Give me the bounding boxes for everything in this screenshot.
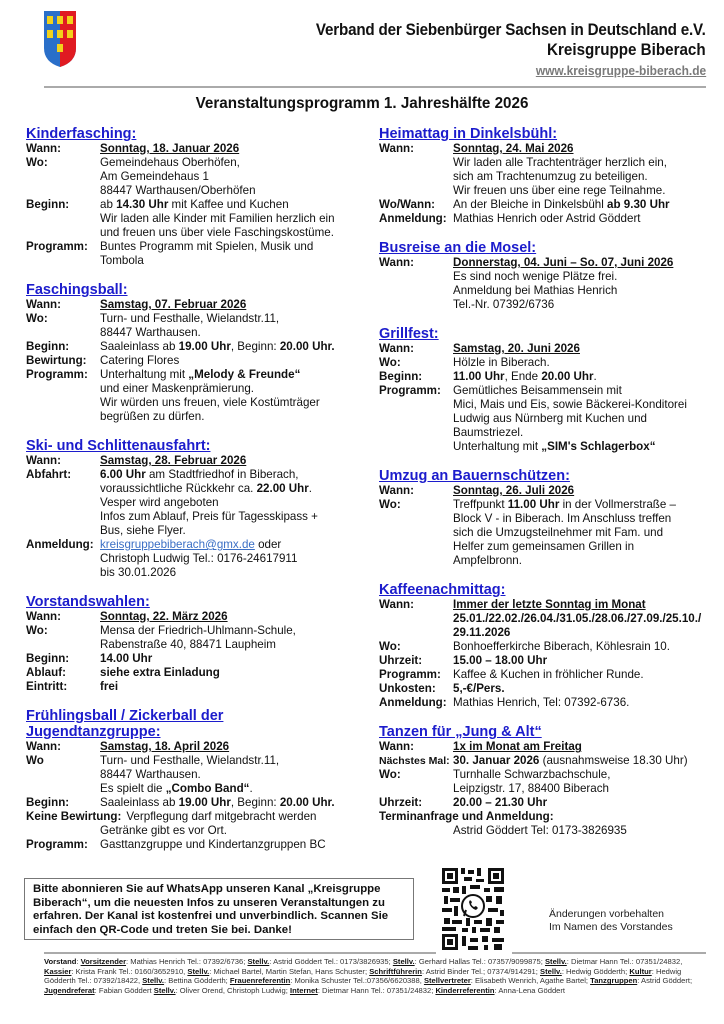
location-line: Rabenstraße 40, 88471 Laupheim (100, 638, 276, 651)
description: sich die Umzugsteilnehmer mit Fam. und (453, 526, 664, 539)
event-date: Immer der letzte Sonntag im Monat (453, 598, 646, 611)
field-label: Wann: (379, 342, 414, 355)
field-label: Eintritt: (26, 680, 68, 693)
description: Wir laden alle Trachtenträger herzlich ein, (453, 156, 667, 169)
end-time: 20.00 Uhr (541, 370, 594, 383)
event-date: Sonntag, 22. März 2026 (100, 610, 228, 623)
footer-role: Schriftführerin (369, 966, 422, 976)
field-label: Wo: (26, 156, 48, 169)
footer-text: : Mathias Henrich Tel.: 07392/6736; (126, 957, 248, 966)
start-time: 14.00 Uhr (100, 652, 153, 665)
description: sich am Trachtenumzug zu beteiligen. (453, 170, 648, 183)
start-time: ab 9.30 Uhr (607, 198, 670, 211)
description: Anmeldung bei Mathias Henrich (453, 284, 618, 297)
field-label: Anmeldung: (379, 212, 447, 225)
text: , Beginn: (230, 796, 280, 809)
footer-role: Stellv. (544, 957, 567, 966)
text: Es spielt die (100, 782, 166, 795)
footer-role: Stellv. (247, 957, 270, 966)
whatsapp-channel-notice: Bitte abonnieren Sie auf WhatsApp unseren Kanal „Kreisgruppe Biberach“, um die neuesten Infos zu unseren Veranstaltungen zu erfahren. Der Kanal ist kostenfrei und unverbindlich. Scannen Sie einfach den QR-Code und treten Sie bei. Danke! (24, 878, 414, 940)
event-vorstandswahlen (26, 594, 366, 694)
footer-label: Vorstand (44, 957, 77, 966)
field-label: Wo: (26, 312, 48, 325)
field-label: Beginn: (26, 796, 70, 809)
field-label: Beginn: (26, 652, 70, 665)
field-label: Wann: (379, 256, 414, 269)
footer-text: : Dietmar Hann Tel.: 07351/24832, (566, 957, 683, 966)
description: Helfer zum gemeinsamen Grillen in (453, 540, 635, 553)
footer-text: : Bettina Gödderth; (164, 976, 230, 986)
on-behalf-of-board: Im Namen des Vorstandes (549, 921, 673, 933)
description: Wir laden alle Kinder mit Familien herzlich ein (100, 212, 335, 225)
footer-role: Kultur (629, 966, 652, 976)
event-title: Tanzen für „Jung & Alt“ (379, 724, 542, 740)
program-title: Veranstaltungsprogramm 1. Jahreshälfte 2026 (195, 95, 529, 112)
closing-remarks (549, 908, 673, 934)
program: begrüßen zu dürfen. (100, 410, 205, 423)
event-date: Sonntag, 18. Januar 2026 (100, 142, 240, 155)
location: Mensa der Friedrich-Uhlmann-Schule, (100, 624, 296, 637)
event-date: Samstag, 07. Februar 2026 (100, 298, 247, 311)
field-label: Wann: (379, 598, 414, 611)
field-label: Programm: (379, 668, 441, 681)
admission: frei (100, 680, 119, 693)
footer-divider (44, 952, 436, 954)
program: Gemütliches Beisammensein mit (453, 384, 622, 397)
dates-list: 29.11.2026 (453, 626, 511, 639)
field-label: Wann: (26, 454, 61, 467)
admission-time: 19.00 Uhr (178, 340, 231, 353)
program: Gasttanzgruppe und Kindertanzgruppen BC (100, 838, 326, 851)
contact: Mathias Henrich, Tel: 07392-6736. (453, 696, 630, 709)
start-time: 20.00 Uhr. (279, 796, 335, 809)
organization-name: Verband der Siebenbürger Sachsen in Deutschland e.V. (316, 21, 706, 39)
event-date: Donnerstag, 04. Juni – So. 07, Juni 2026 (453, 256, 674, 269)
event-title: Kinderfasching: (26, 126, 137, 142)
field-label: Beginn: (379, 370, 423, 383)
field-label: Wann: (379, 484, 414, 497)
event-title: Vorstandswahlen: (26, 594, 150, 610)
text: . (249, 782, 253, 795)
time-range: 15.00 – 18.00 Uhr (453, 654, 548, 667)
event-tanzen (379, 724, 719, 838)
departure-time: 6.00 Uhr (100, 468, 146, 481)
location-line: 88447 Warthausen/Oberhöfen (100, 184, 256, 197)
event-kaffeenachmittag (379, 582, 719, 710)
event-title: Frühlingsball / Zickerball der (26, 708, 224, 724)
field-label: Wann: (379, 142, 414, 155)
band-name: „Melody & Freunde“ (188, 368, 301, 381)
field-label: Wo: (379, 768, 401, 781)
location: Turn- und Festhalle, Wielandstr.11, (100, 754, 280, 767)
start-time: 11.00 Uhr (453, 370, 505, 383)
event-title: Busreise an die Mosel: (379, 240, 537, 256)
field-label: Unkosten: (379, 682, 436, 695)
description: Bus, siehe Flyer. (100, 524, 186, 537)
description: Block V - in Biberach. Im Anschluss treffen (453, 512, 672, 525)
text: oder (254, 538, 282, 551)
location-line: Leipzigstr. 17, 88400 Biberach (453, 782, 609, 795)
footer-role: Vorsitzender (80, 957, 127, 966)
field-label: Uhrzeit: (379, 796, 423, 809)
event-title: Kaffeenachmittag: (379, 582, 506, 598)
event-title: Faschingsball: (26, 282, 128, 298)
event-date: Samstag, 28. Februar 2026 (100, 454, 247, 467)
changes-reserved: Änderungen vorbehalten (549, 908, 665, 920)
header-divider (44, 86, 706, 88)
field-label: Programm: (26, 368, 88, 381)
field-label: Anmeldung: (26, 538, 94, 551)
agenda: siehe extra Einladung (100, 666, 220, 679)
description: Es sind noch wenige Plätze frei. (453, 270, 618, 283)
footer-text: : Monika Schuster Tel.:07356/6620388, (290, 976, 424, 986)
field-label: Wo (26, 754, 44, 767)
event-title: Umzug an Bauernschützen: (379, 468, 570, 484)
event-title: Heimattag in Dinkelsbühl: (379, 126, 558, 142)
deadline: bis 30.01.2026 (100, 566, 177, 579)
field-label: Terminanfrage und Anmeldung: (379, 810, 554, 823)
footer-text: : Michael Bartel, Martin Stefan, Hans Schuster; (209, 966, 370, 976)
admission-time: 19.00 Uhr (178, 796, 231, 809)
coat-of-arms-logo (43, 10, 77, 68)
event-date: Samstag, 18. April 2026 (100, 740, 230, 753)
location: Bonhoefferkirche Biberach, Köhlesrain 10. (453, 640, 670, 653)
text: , Ende (504, 370, 542, 383)
event-busreise (379, 240, 719, 312)
event-umzug (379, 468, 719, 568)
field-label: Uhrzeit: (379, 654, 423, 667)
text: am Stadtfriedhof in Biberach, (145, 468, 299, 481)
location: Turnhalle Schwarzbachschule, (453, 768, 611, 781)
footer-role: Stellv. (142, 976, 165, 986)
program: Baumstriezel. (453, 426, 524, 439)
field-label: Wann: (379, 740, 414, 753)
footer-text: : Astrid Göddert; (637, 976, 693, 986)
event-title: Grillfest: (379, 326, 439, 342)
footer-role: Stellv. (540, 966, 562, 976)
text: (ausnahmsweise 18.30 Uhr) (539, 754, 688, 767)
program: Kaffee & Kuchen in fröhlicher Runde. (453, 668, 644, 681)
program: Tombola (100, 254, 144, 267)
cost: 5,-€/Pers. (453, 682, 505, 695)
footer-divider (512, 952, 706, 954)
footer-role: Stellvertreter (423, 976, 471, 986)
event-kinderfasching (26, 126, 366, 268)
event-date: Samstag, 20. Juni 2026 (453, 342, 580, 355)
description: und freuen uns über viele Faschingskostüme. (100, 226, 334, 239)
field-label: Wo: (26, 624, 48, 637)
footer-text: : Elisabeth Wenrich, Agathe Bartel; (470, 976, 591, 986)
text: Saaleinlass ab (100, 340, 179, 353)
contact: Mathias Henrich oder Astrid Göddert (453, 212, 641, 225)
text: Saaleinlass ab (100, 796, 179, 809)
event-title: Jugendtanzgruppe: (26, 724, 161, 740)
program: Mici, Mais und Eis, sowie Bäckerei-Konditorei (453, 398, 687, 411)
field-label: Ablauf: (26, 666, 66, 679)
footer-role: Kassier (44, 966, 72, 976)
event-grillfest (379, 326, 719, 454)
event-heimattag (379, 126, 719, 226)
location: Gemeindehaus Oberhöfen, (100, 156, 240, 169)
field-label: Wo/Wann: (379, 198, 436, 211)
text: in der Vollmerstraße – (559, 498, 676, 511)
text: Treffpunkt (453, 498, 508, 511)
band-name: „Combo Band“ (165, 782, 250, 795)
event-fruehlingsball (26, 708, 366, 852)
text: . (308, 482, 313, 495)
description: Ampfelbronn. (453, 554, 522, 567)
footer-text: : Dietmar Hann Tel.: 07351/24832; (317, 985, 436, 995)
catering: Catering Flores (100, 354, 180, 367)
footer-role: Frauenreferentin (229, 976, 291, 986)
program: Buntes Programm mit Spielen, Musik und (100, 240, 314, 253)
event-title: Ski- und Schlittenausfahrt: (26, 438, 211, 454)
description: Wir freuen uns über eine rege Teilnahme. (453, 184, 666, 197)
footer-text: : Astrid Binder Tel.; 07374/914291; (421, 966, 541, 976)
left-column (26, 126, 366, 866)
footer-role: Kinderreferentin (435, 985, 495, 995)
event-date: Sonntag, 26. Juli 2026 (453, 484, 575, 497)
footer-role: Stellv. (153, 985, 176, 995)
organization-group: Kreisgruppe Biberach (547, 41, 706, 59)
program: Wir würden uns freuen, viele Kostümträger (100, 396, 320, 409)
whatsapp-qr-code-icon[interactable] (440, 866, 506, 952)
time-range: 20.00 – 21.30 Uhr (453, 796, 548, 809)
field-label: Programm: (379, 384, 441, 397)
description: Infos zum Ablauf, Preis für Tagesskipass + (100, 510, 318, 523)
field-label: Anmeldung: (379, 696, 447, 709)
contact: Christoph Ludwig Tel.: 0176-24617911 (100, 552, 298, 565)
start-time: 14.30 Uhr (116, 198, 169, 211)
footer-text: : Anna-Lena Göddert (494, 985, 566, 995)
text: . (593, 370, 597, 383)
field-label: Keine Bewirtung: (26, 810, 122, 823)
location: Turn- und Festhalle, Wielandstr.11, (100, 312, 280, 325)
location-line: 88447 Warthausen. (100, 768, 201, 781)
meeting-time: 11.00 Uhr (507, 498, 560, 511)
field-label: Wann: (26, 298, 61, 311)
next-date: 30. Januar 2026 (453, 754, 540, 767)
footer-role: Stellv. (392, 957, 415, 966)
footer-text: : Hedwig Gödderth; (561, 966, 630, 976)
event-date: 1x im Monat am Freitag (453, 740, 582, 753)
return-time: 22.00 Uhr (256, 482, 309, 495)
right-column (379, 126, 719, 852)
start-time: 20.00 Uhr. (279, 340, 335, 353)
field-label: Beginn: (26, 198, 70, 211)
field-label: Wann: (26, 142, 61, 155)
footer-text: : Gerhard Hallas Tel.: 07357/9099875; (414, 957, 545, 966)
text: Unterhaltung mit (453, 440, 542, 453)
website-link[interactable]: www.kreisgruppe-biberach.de (535, 63, 706, 78)
footer-role: Jugendreferat (44, 985, 95, 995)
text: Unterhaltung mit (100, 368, 189, 381)
text: , Beginn: (230, 340, 280, 353)
dates-list: 25.01./22.02./26.04./31.05./28.06./27.09./25.10./ (453, 612, 702, 625)
footer-text: : Oliver Orend, Christoph Ludwig; (175, 985, 290, 995)
contact: Astrid Göddert Tel: 0173-3826935 (453, 824, 627, 837)
location-line: 88447 Warthausen. (100, 326, 201, 339)
footer-text: : Fabian Göddert (94, 985, 154, 995)
program: und einer Maskenprämierung. (100, 382, 255, 395)
board-members-footer: Vorstand: Vorsitzender: Mathias Henrich Tel.: 07392/6736; Stellv.: Astrid Göddert Tel.: 0173/3826935; Stellv.: Gerhard Hallas Tel.: 07357/9099875; Stellv.: Dietmar Hann Tel.: 07351/24832, Kassier: Krista Frank Tel.: 0160/3652910, Stellv.: Michael Bartel, Martin Stefan, Hans Schuster; Schriftführerin: Astrid Binder Tel.; 07374/914291; Stellv.: Hedwig Gödderth; Kultur: Hedwig Gödderth Tel.: 07392/18422, Stellv.: Bettina Gödderth; Frauenreferentin: Monika Schuster Tel.:07356/6620388, Stellvertreter: Elisabeth Wenrich, Agathe Bartel; Tanzgruppen: Astrid Göddert; Jugendreferat: Fabian Göddert Stellv.: Oliver Orend, Christoph Ludwig; Internet: Dietmar Hann Tel.: 07351/24832; Kinderreferentin: Anna-Lena Göddert (44, 957, 693, 995)
program: Ludwig aus Nürnberg mit Kuchen und (453, 412, 647, 425)
text: ab (100, 198, 117, 211)
field-label: Bewirtung: (26, 354, 87, 367)
field-label: Programm: (26, 838, 88, 851)
footer-text: : Krista Frank Tel.: 0160/3652910, (71, 966, 188, 976)
event-ski-ausfahrt (26, 438, 366, 580)
phone: Tel.-Nr. 07392/6736 (453, 298, 555, 311)
field-label: Abfahrt: (26, 468, 72, 481)
event-faschingsball (26, 282, 366, 424)
field-label: Wo: (379, 640, 401, 653)
footer-role: Internet (289, 985, 318, 995)
event-date: Sonntag, 24. Mai 2026 (453, 142, 574, 155)
footer-role: Tanzgruppen (590, 976, 638, 986)
location: Hölzle in Biberach. (453, 356, 550, 369)
field-label: Wo: (379, 356, 401, 369)
organization-header (282, 20, 706, 80)
catering: Verpflegung darf mitgebracht werden (126, 810, 317, 823)
location-line: Am Gemeindehaus 1 (100, 170, 209, 183)
text: voraussichtliche Rückkehr ca. (100, 482, 257, 495)
email-link[interactable]: kreisgruppebiberach@gmx.de (100, 538, 255, 551)
band-name: „SIM's Schlagerbox“ (541, 440, 656, 453)
footer-role: Stellv. (187, 966, 210, 976)
field-label: Wann: (26, 610, 61, 623)
field-label: Wann: (26, 740, 61, 753)
footer-text: : Astrid Göddert Tel.: 0173/3826935; (269, 957, 393, 966)
catering: Getränke gibt es vor Ort. (100, 824, 227, 837)
description: Vesper wird angeboten (100, 496, 219, 509)
field-label: Beginn: (26, 340, 70, 353)
text: mit Kaffee und Kuchen (168, 198, 289, 211)
field-label: Nächstes Mal: (379, 755, 450, 767)
field-label: Programm: (26, 240, 88, 253)
field-label: Wo: (379, 498, 401, 511)
text: An der Bleiche in Dinkelsbühl (453, 198, 608, 211)
footer-text: : Hedwig Gödderth Tel.: 07392/18422, (44, 966, 682, 986)
